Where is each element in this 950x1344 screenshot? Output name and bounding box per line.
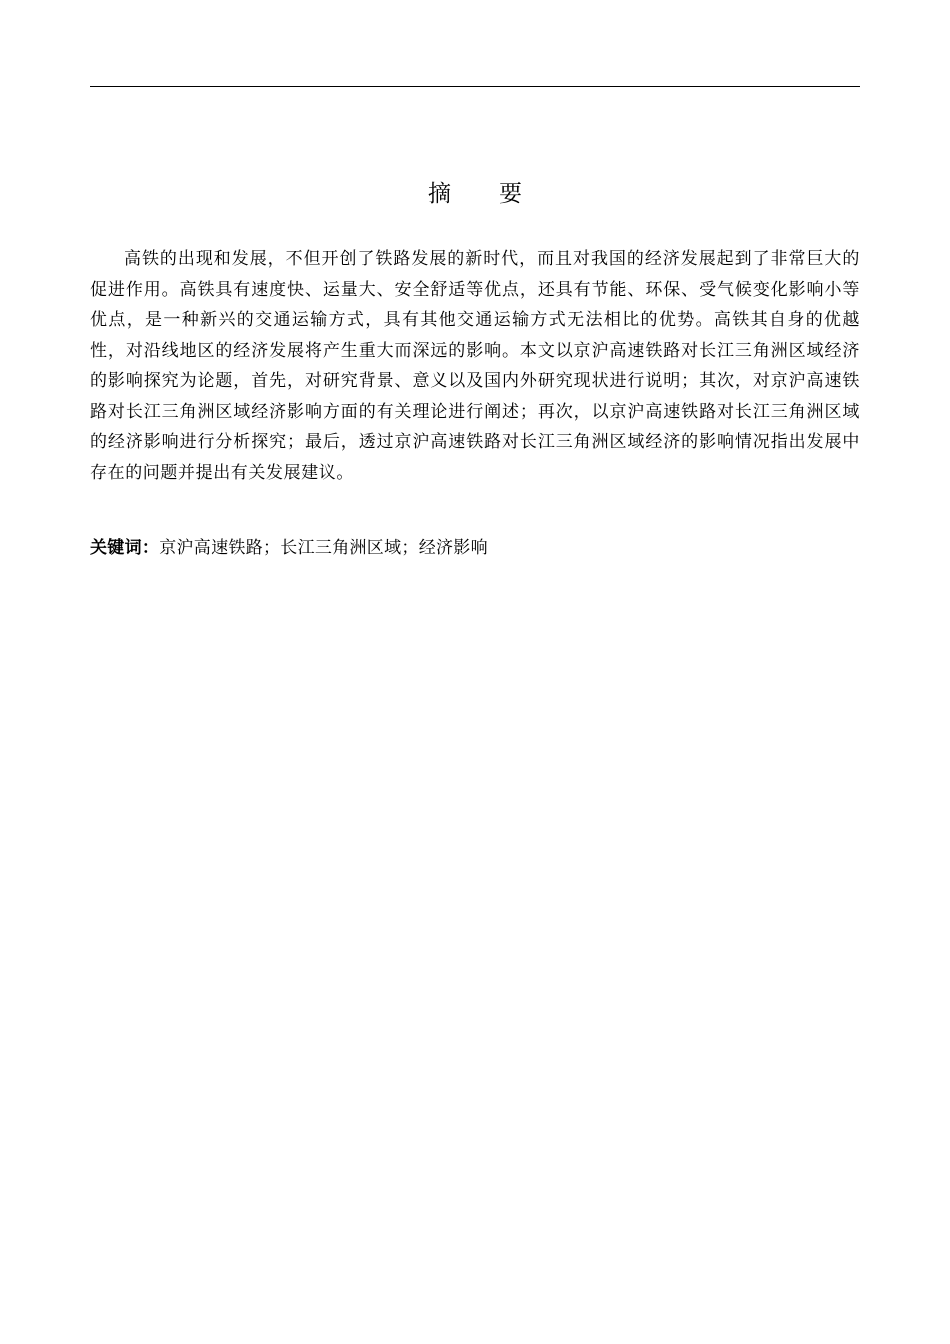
keywords-label: 关键词： [90,538,160,558]
abstract-paragraph: 高铁的出现和发展，不但开创了铁路发展的新时代，而且对我国的经济发展起到了非常巨大的促进作用。高铁具有速度快、运量大、安全舒适等优点，还具有节能、环保、受气候变化影响小等优点，是一种新兴的交通运输方式，具有其他交通运输方式无法相比的优势。高铁其自身的优越性，对沿线地区的经济发展将产生重大而深远的影响。本文以京沪高速铁路对长江三角洲区域经济的影响探究为论题，首先，对研究背景、意义以及国内外研究现状进行说明；其次，对京沪高速铁路对长江三角洲区域经济影响方面的有关理论进行阐述；再次，以京沪高速铁路对长江三角洲区域的经济影响进行分析探究；最后，透过京沪高速铁路对长江三角洲区域经济的影响情况指出发展中存在的问题并提出有关发展建议。 [90,249,860,483]
abstract-title: 摘要 [428,181,570,207]
keywords-line [90,534,860,562]
header-rule [90,86,860,87]
keywords-value: 京沪高速铁路；长江三角洲区域；经济影响 [159,538,488,558]
